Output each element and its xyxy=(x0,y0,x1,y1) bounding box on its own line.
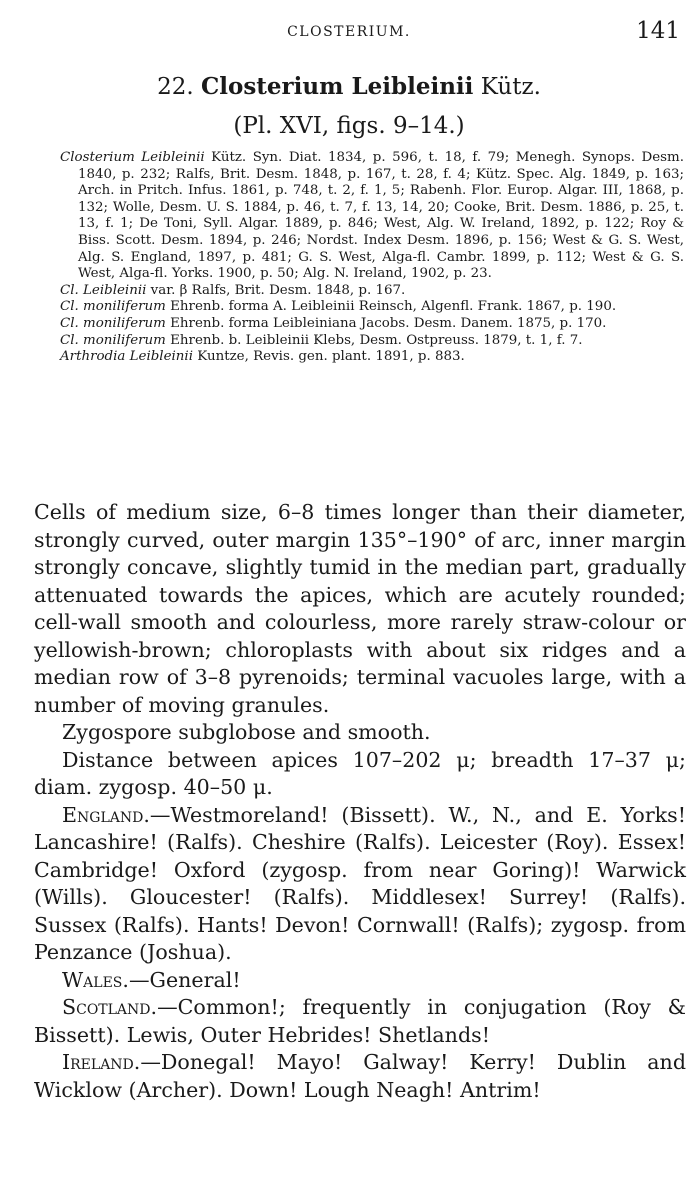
synonym-entry xyxy=(60,316,684,333)
synonym-citation: Kütz. Syn. Diat. 1834, p. 596, t. 18, f. 79; Menegh. Synops. Desm. 1840, p. 232; Ralfs, Brit. Desm. 1848, p. 167, t. 28, f. 4; Kütz. Spec. Alg. 1849, p. 163; Arch. in Pritch. Infus. 1861, p. 748, t. 2, f. 1, 5; Rabenh. Flor. Europ. Algar. III, 1868, p. 132; Wolle, Desm. U. S. 1884, p. 46, t. 7, f. 13, 14, 20; Cooke, Brit. Desm. 1886, p. 25, t. 13, f. 1; De Toni, Syll. Algar. 1889, p. 846; West, Alg. W. Ireland, 1892, p. 122; Roy & Biss. Scott. Desm. 1894, p. 246; Nordst. Index Desm. 1896, p. 156; West & G. S. West, Alg. S. England, 1897, p. 481; G. S. West, Alga-fl. Cambr. 1899, p. 112; West & G. S. West, Alga-fl. Yorks. 1900, p. 50; Alg. N. Ireland, 1902, p. 23. xyxy=(78,150,684,282)
synonym-name: Arthrodia Leibleinii xyxy=(60,349,193,365)
cell-description: Cells of medium size, 6–8 times longer than their diameter, strongly curved, outer margin 135°–190° of arc, inner margin strongly concave, slightly tumid in the median part, gradually attenuated towards the apices, which are acutely rounded; cell-wall smooth and colourless, more rarely straw-colour or yellowish-brown; chloroplasts with about six ridges and a median row of 3–8 pyrenoids; terminal vacuoles large, with a number of moving granules. xyxy=(34,500,686,717)
page-header xyxy=(0,18,698,48)
synonym-citation: Ehrenb. b. Leibleinii Klebs, Desm. Ostpreuss. 1879, t. 1, f. 7. xyxy=(170,332,583,348)
synonym-name: Cl. moniliferum xyxy=(60,299,166,315)
zygospore-description: Zygospore subglobose and smooth. xyxy=(62,720,431,744)
distribution-scotland xyxy=(34,994,686,1049)
region-localities: —Westmoreland! (Bissett). W., N., and E. Yorks! Lancashire! (Ralfs). Cheshire (Ralfs). Leicester (Roy). Essex! Cambridge! Oxford (zygosp. from near Goring)! Warwick (Wills). Gloucester! (Ralfs). Middlesex! Surrey! (Ralfs). Sussex (Ralfs). Hants! Devon! Cornwall! (Ralfs); zygosp. from Penzance (Joshua). xyxy=(34,802,686,964)
synonymy-list xyxy=(60,150,684,366)
synonym-entry xyxy=(60,283,684,300)
region-name: Scotland. xyxy=(62,995,158,1019)
synonym-entry xyxy=(60,333,684,350)
dimensions: Distance between apices 107–202 μ; breadth 17–37 μ; diam. zygosp. 40–50 μ. xyxy=(34,747,686,799)
synonym-citation: var. β Ralfs, Brit. Desm. 1848, p. 167. xyxy=(150,282,406,298)
region-name: England. xyxy=(62,802,150,827)
region-localities: —General! xyxy=(128,967,241,992)
species-name: Closterium Leibleinii xyxy=(200,73,474,100)
synonym-name: Closterium Leibleinii xyxy=(60,150,205,165)
synonym-name: Cl. moniliferum xyxy=(60,315,166,331)
species-authority: Kütz. xyxy=(480,74,541,100)
species-description xyxy=(34,499,686,1104)
plate-reference: (Pl. XVI, figs. 9–14.) xyxy=(233,113,465,139)
distribution-england xyxy=(34,802,686,967)
synonym-citation: Kuntze, Revis. gen. plant. 1891, p. 883. xyxy=(197,349,465,365)
synonym-entry xyxy=(60,150,684,283)
species-number: 22. xyxy=(157,74,194,100)
synonym-citation: Ehrenb. forma A. Leibleinii Reinsch, Algenfl. Frank. 1867, p. 190. xyxy=(170,299,617,315)
synonym-name: Cl. Leibleinii xyxy=(60,282,147,298)
page-number: 141 xyxy=(636,18,680,44)
synonym-name: Cl. moniliferum xyxy=(60,332,166,348)
region-name: Wales. xyxy=(62,967,129,992)
region-name: Ireland. xyxy=(62,1050,141,1074)
running-head: CLOSTERIUM. xyxy=(287,24,411,40)
synonym-entry xyxy=(60,299,684,316)
species-heading xyxy=(0,73,698,100)
distribution-wales xyxy=(34,967,686,995)
synonym-entry xyxy=(60,349,684,366)
region-localities: —Donegal! Mayo! Galway! Kerry! Dublin and Wicklow (Archer). Down! Lough Neagh! Antrim! xyxy=(34,1050,686,1102)
region-localities: —Common!; frequently in conjugation (Roy & Bissett). Lewis, Outer Hebrides! Shetlands! xyxy=(34,995,686,1047)
synonym-citation: Ehrenb. forma Leibleiniana Jacobs. Desm. Danem. 1875, p. 170. xyxy=(170,315,607,331)
distribution-ireland xyxy=(34,1049,686,1104)
